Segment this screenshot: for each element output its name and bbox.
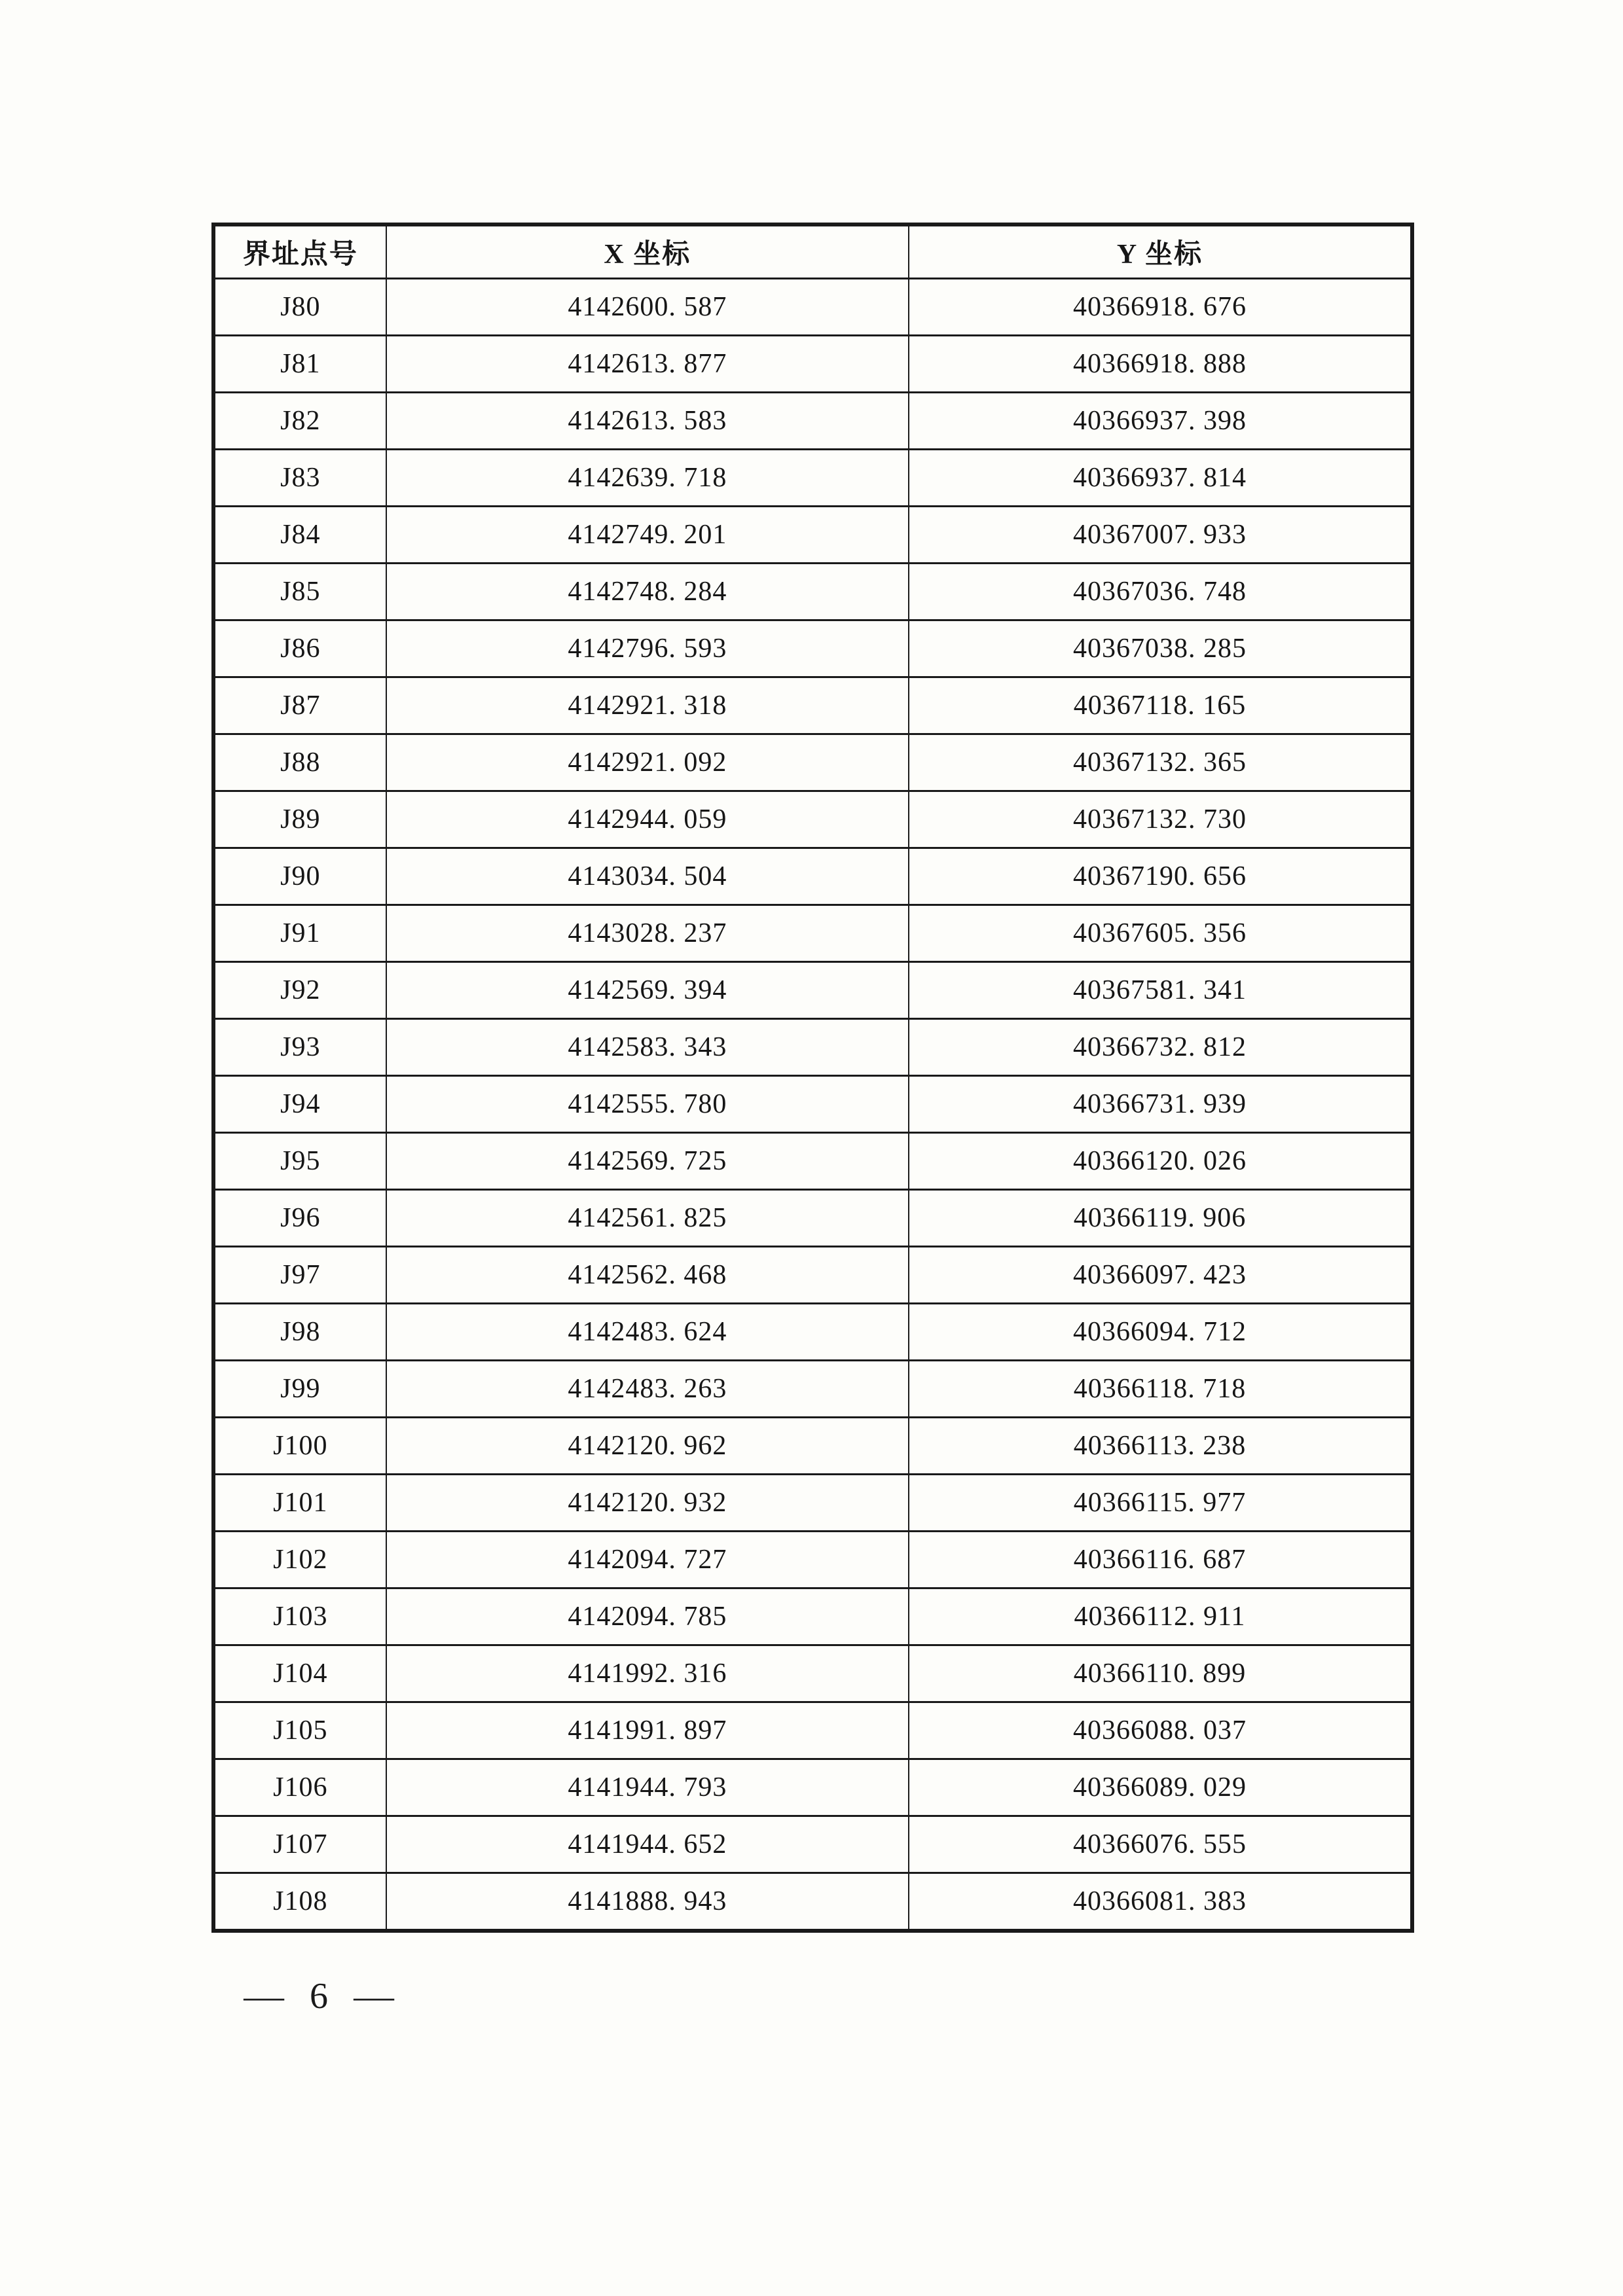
x-coordinate-cell: 4142094. 785 (386, 1588, 909, 1645)
point-id-cell: J88 (213, 734, 386, 791)
table-row (213, 1304, 1412, 1361)
point-id-cell: J99 (213, 1361, 386, 1418)
table-row (213, 1759, 1412, 1816)
table-row (213, 1588, 1412, 1645)
x-coordinate-cell: 4141991. 897 (386, 1702, 909, 1759)
point-id-cell: J87 (213, 677, 386, 734)
y-coordinate-cell: 40367132. 730 (909, 791, 1412, 848)
header-point-id: 界址点号 (213, 224, 386, 279)
table-row (213, 1873, 1412, 1931)
x-coordinate-cell: 4141944. 793 (386, 1759, 909, 1816)
y-coordinate-cell: 40366076. 555 (909, 1816, 1412, 1873)
point-id-cell: J82 (213, 393, 386, 450)
x-coordinate-cell: 4142483. 263 (386, 1361, 909, 1418)
table-row (213, 1532, 1412, 1588)
x-coordinate-cell: 4141992. 316 (386, 1645, 909, 1702)
y-coordinate-cell: 40367132. 365 (909, 734, 1412, 791)
x-coordinate-cell: 4141944. 652 (386, 1816, 909, 1873)
x-coordinate-cell: 4143034. 504 (386, 848, 909, 905)
point-id-cell: J108 (213, 1873, 386, 1931)
coordinate-table (211, 223, 1414, 1933)
x-coordinate-cell: 4142639. 718 (386, 450, 909, 507)
footer-dash-right: — (354, 1976, 394, 2017)
x-coordinate-cell: 4142944. 059 (386, 791, 909, 848)
table-row (213, 677, 1412, 734)
x-coordinate-cell: 4142921. 092 (386, 734, 909, 791)
table-row (213, 905, 1412, 962)
x-coordinate-cell: 4142094. 727 (386, 1532, 909, 1588)
x-coordinate-cell: 4142749. 201 (386, 507, 909, 564)
y-coordinate-cell: 40367118. 165 (909, 677, 1412, 734)
point-id-cell: J89 (213, 791, 386, 848)
point-id-cell: J100 (213, 1418, 386, 1475)
x-coordinate-cell: 4142921. 318 (386, 677, 909, 734)
y-coordinate-cell: 40366918. 676 (909, 279, 1412, 336)
point-id-cell: J81 (213, 336, 386, 393)
table-row (213, 336, 1412, 393)
point-id-cell: J94 (213, 1076, 386, 1133)
table-row (213, 734, 1412, 791)
y-coordinate-cell: 40366110. 899 (909, 1645, 1412, 1702)
y-coordinate-cell: 40366112. 911 (909, 1588, 1412, 1645)
table-row (213, 564, 1412, 620)
y-coordinate-cell: 40367007. 933 (909, 507, 1412, 564)
table-row (213, 1816, 1412, 1873)
x-coordinate-cell: 4142613. 877 (386, 336, 909, 393)
y-coordinate-cell: 40366119. 906 (909, 1190, 1412, 1247)
table-row (213, 1475, 1412, 1532)
point-id-cell: J95 (213, 1133, 386, 1190)
page-footer (246, 1978, 392, 2015)
x-coordinate-cell: 4142561. 825 (386, 1190, 909, 1247)
point-id-cell: J98 (213, 1304, 386, 1361)
y-coordinate-cell: 40366731. 939 (909, 1076, 1412, 1133)
point-id-cell: J103 (213, 1588, 386, 1645)
table-row (213, 393, 1412, 450)
point-id-cell: J93 (213, 1019, 386, 1076)
x-coordinate-cell: 4142748. 284 (386, 564, 909, 620)
y-coordinate-cell: 40366918. 888 (909, 336, 1412, 393)
x-coordinate-cell: 4142613. 583 (386, 393, 909, 450)
x-coordinate-cell: 4142483. 624 (386, 1304, 909, 1361)
point-id-cell: J85 (213, 564, 386, 620)
point-id-cell: J91 (213, 905, 386, 962)
header-y-coordinate: Y 坐标 (909, 224, 1412, 279)
point-id-cell: J90 (213, 848, 386, 905)
point-id-cell: J102 (213, 1532, 386, 1588)
y-coordinate-cell: 40367581. 341 (909, 962, 1412, 1019)
table-body (213, 279, 1412, 1931)
y-coordinate-cell: 40367605. 356 (909, 905, 1412, 962)
footer-dash-left: — (244, 1976, 284, 2017)
table-row (213, 1702, 1412, 1759)
y-coordinate-cell: 40366115. 977 (909, 1475, 1412, 1532)
point-id-cell: J86 (213, 620, 386, 677)
point-id-cell: J101 (213, 1475, 386, 1532)
table-row (213, 1133, 1412, 1190)
header-x-coordinate: X 坐标 (386, 224, 909, 279)
y-coordinate-cell: 40366094. 712 (909, 1304, 1412, 1361)
x-coordinate-cell: 4142600. 587 (386, 279, 909, 336)
x-coordinate-cell: 4142583. 343 (386, 1019, 909, 1076)
header-row (213, 224, 1412, 279)
y-coordinate-cell: 40367038. 285 (909, 620, 1412, 677)
table-row (213, 962, 1412, 1019)
y-coordinate-cell: 40366120. 026 (909, 1133, 1412, 1190)
y-coordinate-cell: 40366118. 718 (909, 1361, 1412, 1418)
y-coordinate-cell: 40366113. 238 (909, 1418, 1412, 1475)
point-id-cell: J97 (213, 1247, 386, 1304)
table-row (213, 620, 1412, 677)
x-coordinate-cell: 4142796. 593 (386, 620, 909, 677)
table-row (213, 1247, 1412, 1304)
x-coordinate-cell: 4142120. 962 (386, 1418, 909, 1475)
x-coordinate-cell: 4141888. 943 (386, 1873, 909, 1931)
table-row (213, 1019, 1412, 1076)
point-id-cell: J104 (213, 1645, 386, 1702)
x-coordinate-cell: 4143028. 237 (386, 905, 909, 962)
table-row (213, 848, 1412, 905)
y-coordinate-cell: 40366097. 423 (909, 1247, 1412, 1304)
table-row (213, 279, 1412, 336)
table-row (213, 1418, 1412, 1475)
table-row (213, 1361, 1412, 1418)
table-row (213, 507, 1412, 564)
x-coordinate-cell: 4142569. 394 (386, 962, 909, 1019)
page-number: 6 (310, 1976, 328, 2017)
x-coordinate-cell: 4142562. 468 (386, 1247, 909, 1304)
x-coordinate-cell: 4142569. 725 (386, 1133, 909, 1190)
y-coordinate-cell: 40366081. 383 (909, 1873, 1412, 1931)
point-id-cell: J105 (213, 1702, 386, 1759)
y-coordinate-cell: 40366937. 398 (909, 393, 1412, 450)
table-row (213, 791, 1412, 848)
y-coordinate-cell: 40366116. 687 (909, 1532, 1412, 1588)
y-coordinate-cell: 40366089. 029 (909, 1759, 1412, 1816)
x-coordinate-cell: 4142120. 932 (386, 1475, 909, 1532)
table-row (213, 1190, 1412, 1247)
point-id-cell: J84 (213, 507, 386, 564)
point-id-cell: J96 (213, 1190, 386, 1247)
table-row (213, 450, 1412, 507)
point-id-cell: J106 (213, 1759, 386, 1816)
table-row (213, 1076, 1412, 1133)
point-id-cell: J92 (213, 962, 386, 1019)
y-coordinate-cell: 40366732. 812 (909, 1019, 1412, 1076)
y-coordinate-cell: 40367190. 656 (909, 848, 1412, 905)
y-coordinate-cell: 40366937. 814 (909, 450, 1412, 507)
y-coordinate-cell: 40366088. 037 (909, 1702, 1412, 1759)
y-coordinate-cell: 40367036. 748 (909, 564, 1412, 620)
table-row (213, 1645, 1412, 1702)
point-id-cell: J80 (213, 279, 386, 336)
point-id-cell: J107 (213, 1816, 386, 1873)
table-header (213, 224, 1412, 279)
point-id-cell: J83 (213, 450, 386, 507)
x-coordinate-cell: 4142555. 780 (386, 1076, 909, 1133)
